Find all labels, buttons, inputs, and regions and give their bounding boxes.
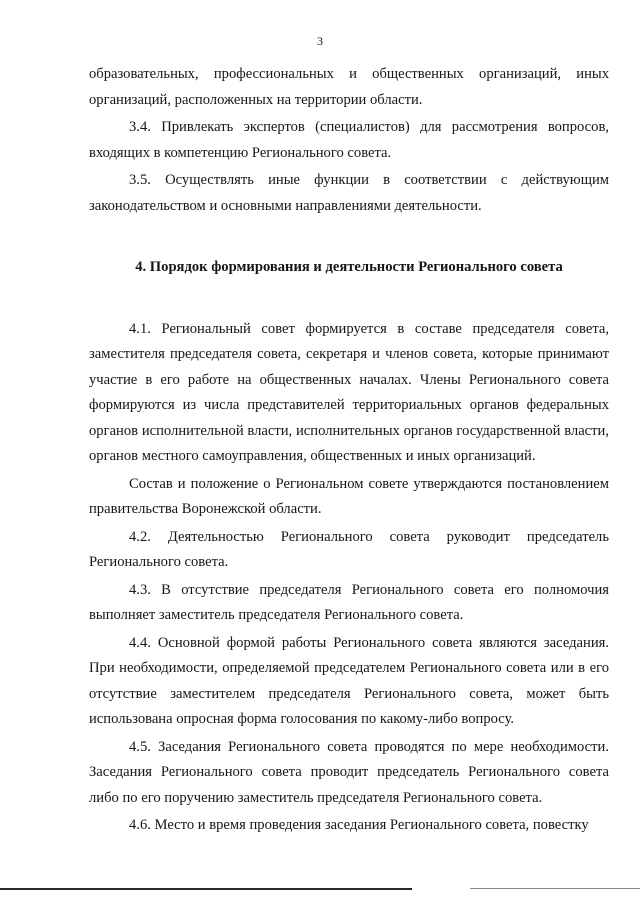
paragraph-continuation: образовательных, профессиональных и общественных организаций, иных организаций, расположенных на территории области. [89,66,609,108]
paragraph-4-4: 4.4. Основной формой работы Регионального совета являются заседания. При необходимости, определяемой председателем Регионального совета или в его отсутствие заместителем председателя Регионального совета, может быть использована опросная форма голосования по какому-либо вопросу. [89,634,609,727]
paragraph-4-3: 4.3. В отсутствие председателя Регионального совета его полномочия выполняет заместитель председателя Регионального совета. [89,581,609,623]
paragraph-4-5: 4.5. Заседания Регионального совета проводятся по мере необходимости. Заседания Регионального совета проводит председатель Регионального совета либо по его поручению заместитель председателя Регионального совета. [89,738,609,806]
paragraph-4-6: 4.6. Место и время проведения заседания Регионального совета, повестку [129,817,589,833]
paragraph-4-2: 4.2. Деятельностью Регионального совета руководит председатель Регионального совета. [89,528,609,570]
scan-edge-line-faint [470,888,640,889]
paragraph-3-4: 3.4. Привлекать экспертов (специалистов) для рассмотрения вопросов, входящих в компетенцию Регионального совета. [89,119,609,161]
document-body [89,62,609,839]
section-heading: 4. Порядок формирования и деятельности Регионального совета [135,259,563,275]
paragraph-3-5: 3.5. Осуществлять иные функции в соответствии с действующим законодательством и основными направлениями деятельности. [89,172,609,214]
paragraph-composition: Состав и положение о Региональном совете утверждаются постановлением правительства Воронежской области. [89,475,609,517]
page-number: 3 [317,34,323,48]
scan-edge-line [0,888,412,890]
paragraph-4-1: 4.1. Региональный совет формируется в составе председателя совета, заместителя председателя совета, секретаря и членов совета, которые принимают участие в его работе на общественных началах. Члены Регионального совета формируются из числа представителей территориальных органов федеральных органов исполнительной власти, исполнительных органов государственной власти, органов местного самоуправления, общественных и иных организаций. [89,320,609,464]
